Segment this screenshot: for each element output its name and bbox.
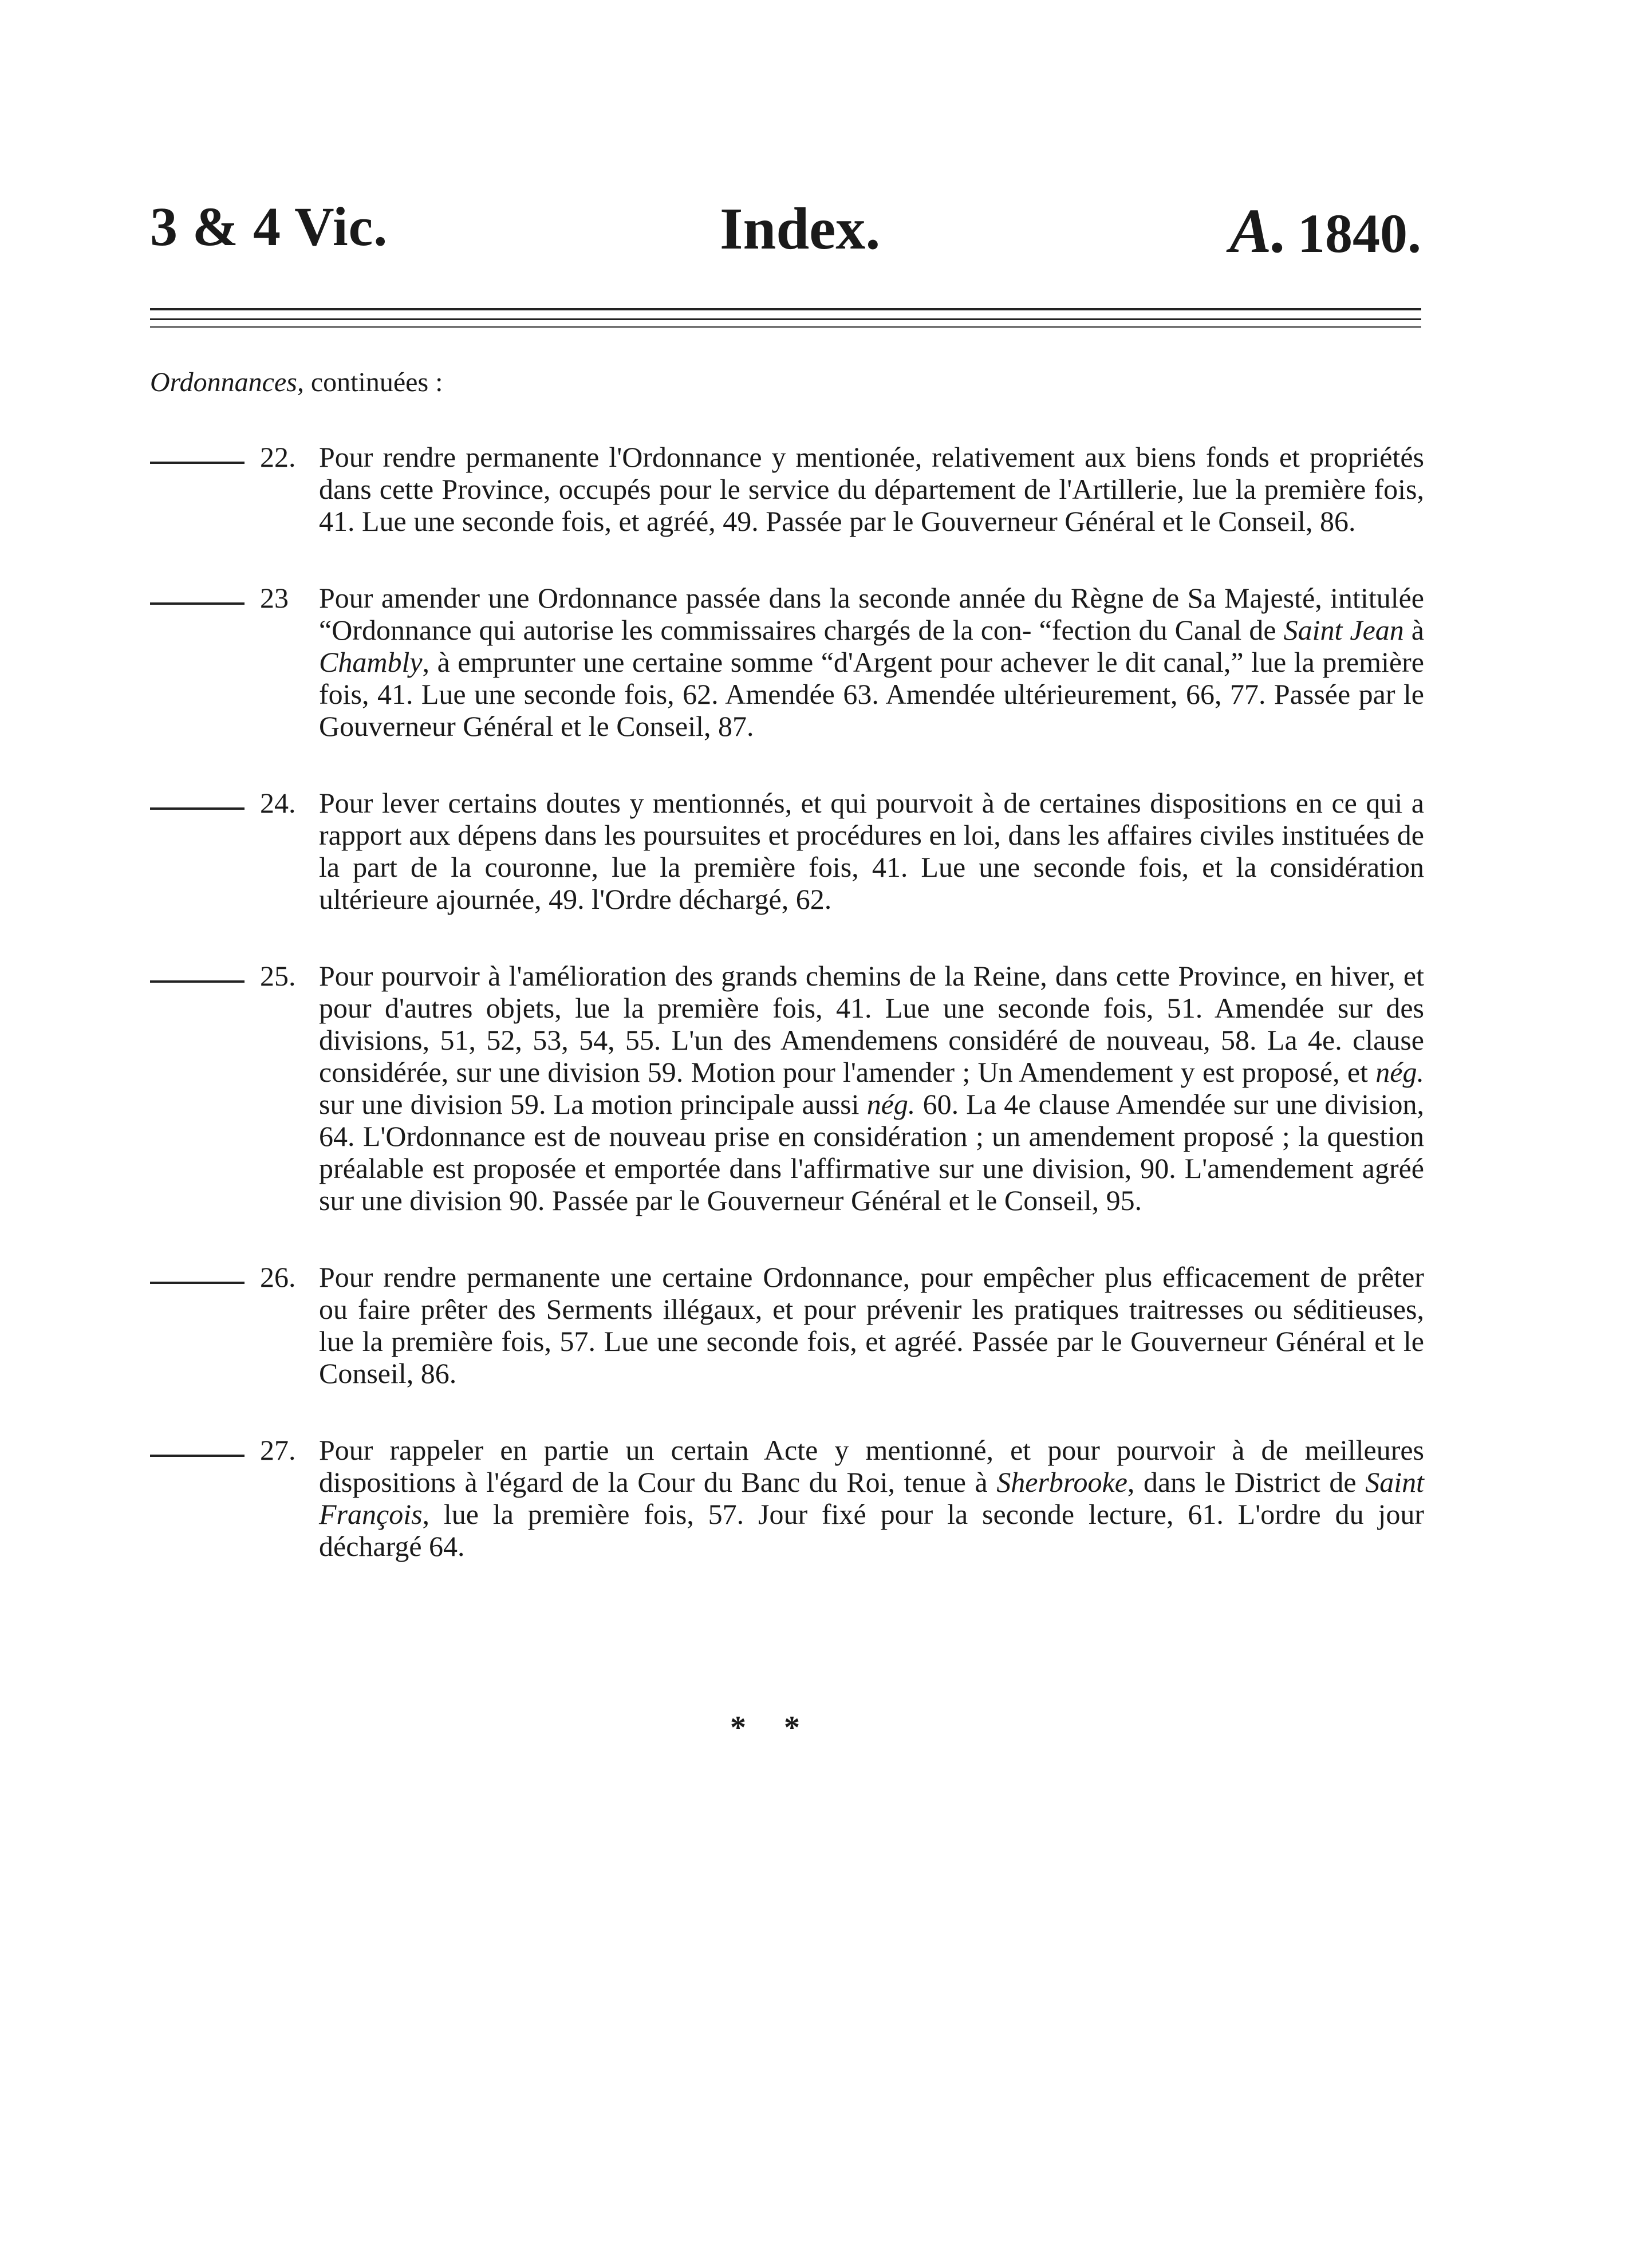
entry-dash	[150, 980, 245, 983]
entry-text	[319, 1434, 1424, 1562]
entry-22	[150, 441, 1424, 537]
end-asterisks: * *	[730, 1710, 815, 1745]
section-heading-italic: Ordonnances,	[150, 367, 304, 397]
header-rule-top	[150, 308, 1421, 310]
entry-25	[150, 960, 1424, 1216]
entry-list	[150, 441, 1424, 1607]
entry-text-part: , lue la première fois, 57. Jour fixé pour la seconde lecture, 61. L'ordre du jour déchargé 64.	[319, 1498, 1424, 1562]
header-year-number: 1840.	[1298, 203, 1421, 264]
entry-text-part: Pour rappeler en partie un certain Acte y mentionné, et pour pourvoir à de meilleures dispositions à l'égard de la Cour du Banc du Roi, tenue à	[319, 1434, 1424, 1498]
entry-27	[150, 1434, 1424, 1562]
entry-text-part: , dans le District de	[1127, 1466, 1366, 1498]
entry-dash	[150, 807, 245, 810]
entry-dash	[150, 462, 245, 464]
entry-text-part: Pour pourvoir à l'amélioration des grands chemins de la Reine, dans cette Province, en hiver, et pour d'autres objets, lue la première fois, 41. Lue une seconde fois, 51. Amendée sur des divisions, 51, 52, 53, 54, 55. L'un des Amendemens considéré de nouveau, 58. La 4e. clause considérée, sur une division 59. Motion pour l'amender ; Un Amendement y est proposé, et	[319, 960, 1424, 1088]
entry-text-part: , à emprunter une certaine somme “d'Argent pour achever le dit canal,” lue la première fois, 41. Lue une seconde fois, 62. Amendée 63. Amendée ultérieurement, 66, 77. Passée par le Gouverneur Général et le Conseil, 87.	[319, 646, 1424, 742]
entry-dash	[150, 1455, 245, 1457]
header-regnal-year: 3 & 4 Vic.	[150, 196, 388, 257]
entry-text-italic: nég.	[866, 1088, 916, 1120]
header-anno-letter: A.	[1229, 196, 1287, 266]
entry-text-italic: Chambly	[319, 646, 423, 678]
entry-text: Pour lever certains doutes y mentionnés, et qui pourvoit à de certaines dispositions en ce qui a rapport aux dépens dans les poursuites et procédures en loi, dans les affaires civiles instituées de la part de la couronne, lue la première fois, 41. Lue une seconde fois, et la considération ultérieure ajournée, 49. l'Ordre déchargé, 62.	[319, 787, 1424, 915]
entry-text-part: à	[1403, 614, 1424, 646]
header-rule-middle	[150, 318, 1421, 320]
entry-dash	[150, 1282, 245, 1284]
entry-text: Pour rendre permanente l'Ordonnance y mentionée, relativement aux biens fonds et propriétés dans cette Province, occupés pour le service du département de l'Artillerie, lue la première fois, 41. Lue une seconde fois, et agréé, 49. Passée par le Gouverneur Général et le Conseil, 86.	[319, 441, 1424, 537]
entry-dash	[150, 602, 245, 605]
running-header	[150, 195, 1421, 275]
entry-26	[150, 1261, 1424, 1389]
entry-text-italic: Sherbrooke	[996, 1466, 1127, 1498]
section-heading-rest: continuées :	[303, 367, 443, 397]
entry-number: 22.	[260, 441, 296, 473]
entry-text	[319, 960, 1424, 1216]
entry-number: 25.	[260, 960, 296, 992]
entry-23	[150, 582, 1424, 742]
entry-number: 24.	[260, 787, 296, 819]
entry-24	[150, 787, 1424, 915]
entry-number: 27.	[260, 1434, 296, 1466]
entry-text-part: sur une division 59. La motion principale aussi	[319, 1088, 867, 1120]
entry-text: Pour rendre permanente une certaine Ordonnance, pour empêcher plus efficacement de prêter ou faire prêter des Serments illégaux, et pour prévenir les pratiques traitresses ou séditieuses, lue la première fois, 57. Lue une seconde fois, et agréé. Passée par le Gouverneur Général et le Conseil, 86.	[319, 1261, 1424, 1389]
entry-text	[319, 582, 1424, 742]
header-rule-bottom	[150, 326, 1421, 328]
entry-text-italic: Saint Jean	[1283, 614, 1404, 646]
entry-number: 23	[260, 582, 289, 614]
section-heading	[150, 367, 443, 398]
entry-text-italic: nég.	[1375, 1056, 1424, 1088]
entry-number: 26.	[260, 1261, 296, 1293]
header-year	[1229, 195, 1421, 267]
entry-text-part: Pour amender une Ordonnance passée dans la seconde année du Règne de Sa Majesté, intitulée “Ordonnance qui autorise les commissaires chargés de la con- “fection du Canal de	[319, 582, 1424, 646]
entry-text-part: 60. La 4e clause Amendée sur une division, 64. L'Ordonnance est de nouveau prise en considération ; un amendement proposé ; la question préalable est proposée et emportée dans l'affirmative sur une division, 90. L'amendement agréé sur une division 90. Passée par le Gouverneur Général et le Conseil, 95.	[319, 1088, 1424, 1216]
entry-text-italic: Saint François	[319, 1466, 1424, 1530]
header-title: Index.	[720, 196, 881, 262]
